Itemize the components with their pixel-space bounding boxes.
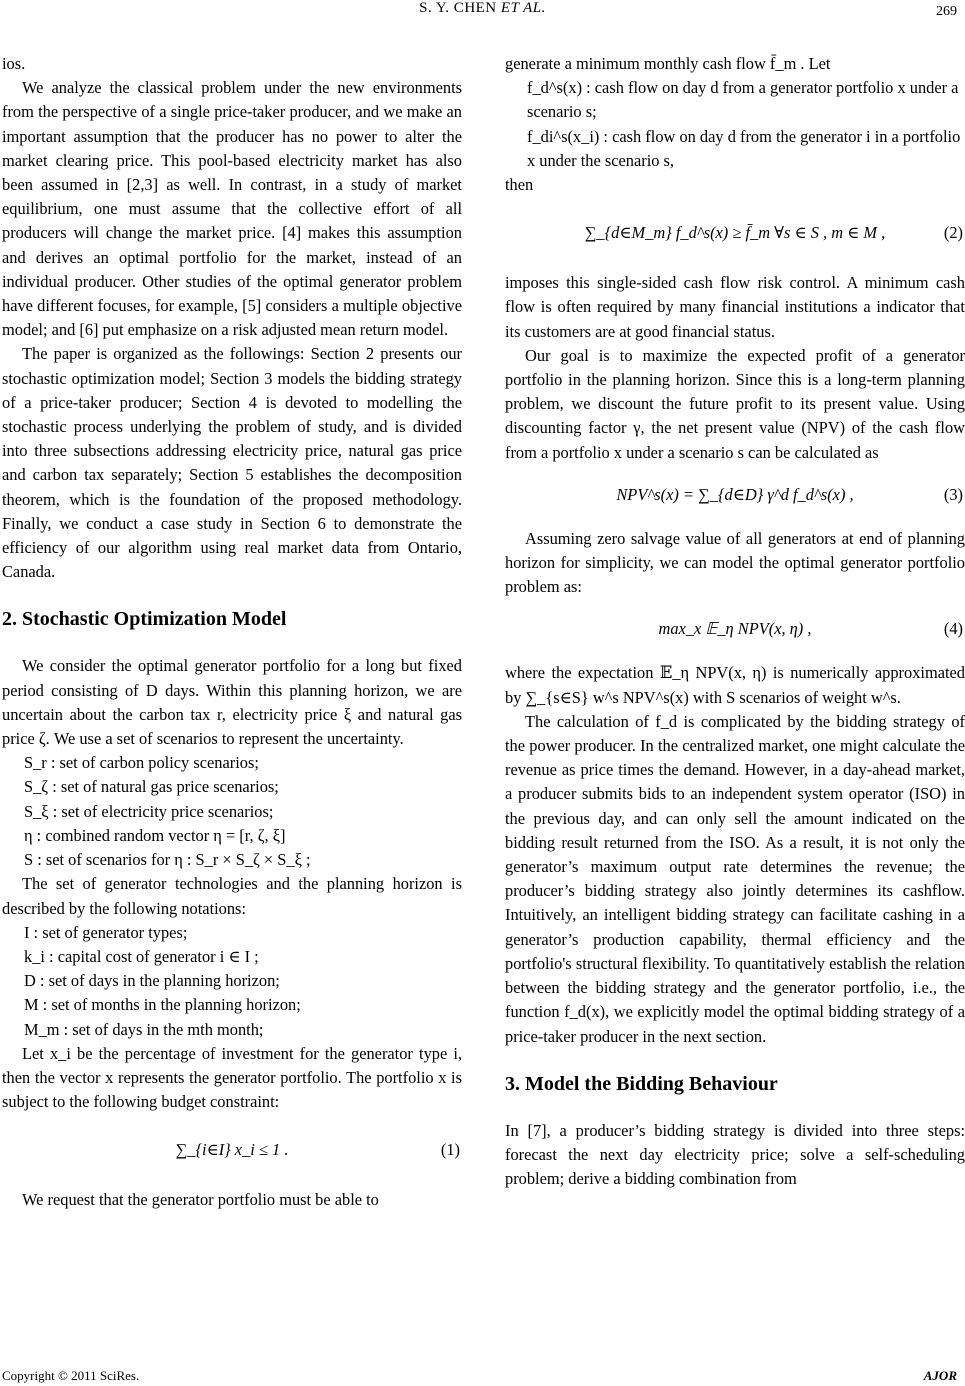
- paragraph: The paper is organized as the followings: Section 2 presents our stochastic optimization model; Section 3 models the bidding strategy of a price-taker producer; Section 4 is devoted to modelling the stochastic process underlying the problem of study, and is divided into three subsections addressing electricity price, natural gas price and carbon tax separately; Section 5 establishes the decomposition theorem, which is the foundation of the proposed methodology. Finally, we conduct a case study in Section 6 to demonstrate the efficiency of our algorithm using real market data from Ontario, Canada.: [2, 344, 462, 582]
- equation-number: (2): [943, 223, 963, 243]
- definition-item: I : set of generator types;: [24, 922, 188, 942]
- copyright: Copyright © 2011 SciRes.: [2, 1368, 140, 1383]
- definition-item: M_m : set of days in the mth month;: [24, 1019, 264, 1039]
- section-heading: 3. Model the Bidding Behaviour: [505, 1072, 778, 1095]
- definition-item: S : set of scenarios for η : S_r × S_ζ × S_ξ ;: [24, 850, 311, 870]
- equation-3: [505, 475, 965, 517]
- definition-item: S_ξ : set of electricity price scenarios;: [24, 801, 274, 821]
- left-column: [2, 52, 462, 1213]
- paragraph: We request that the generator portfolio must be able to: [22, 1190, 379, 1210]
- paragraph: We consider the optimal generator portfolio for a long but fixed period consisting of D days. Within this planning horizon, we are uncertain about the carbon tax r, electricity price ξ and natural gas price ζ. We use a set of scenarios to represent the uncertainty.: [2, 656, 462, 749]
- paragraph: The set of generator technologies and the planning horizon is described by the following notations:: [2, 874, 462, 918]
- page-number: 269: [936, 4, 957, 19]
- equation-1: [2, 1124, 462, 1178]
- paragraph: imposes this single-sided cash flow risk control. A minimum cash flow is often required by many financial institutions a indicator that its customers are at good financial status.: [505, 273, 965, 341]
- paragraph: then: [505, 175, 534, 195]
- running-head: [0, 0, 965, 17]
- paragraph: We analyze the classical problem under the new environments from the perspective of a single price-taker producer, and we make an important assumption that the producer has no power to alter the market clearing price. This pool-based electricity market has also been assumed in [2,3] as well. In contrast, in a study of market equilibrium, one must assume that the collective effort of all producers will change the market price. [4] makes this assumption and derives an optimal portfolio for the market, instead of an individual producer. Other studies of the optimal generator problem have different focuses, for example, [5] considers a multiple objective model; and [6] put emphasize on a risk adjusted mean return model.: [2, 78, 462, 340]
- definition-list: [2, 751, 462, 872]
- equation-body: NPV^s(x) = ∑_{d∈D} γ^d f_d^s(x) ,: [616, 484, 854, 504]
- paragraph: Our goal is to maximize the expected profit of a generator portfolio in the planning horizon. Since this is a long-term planning problem, we discount the future profit to its present value. Using discounting factor γ, the net present value (NPV) of the cash flow from a portfolio x under a scenario s can be calculated as: [505, 345, 965, 462]
- equation-number: (4): [943, 619, 963, 639]
- right-column: [505, 52, 965, 1191]
- journal-name: AJOR: [923, 1368, 957, 1383]
- definition-item: η : combined random vector η = [r, ζ, ξ]: [24, 825, 286, 845]
- paragraph: generate a minimum monthly cash flow f̄_m . Let: [505, 54, 831, 73]
- equation-body: ∑_{d∈M_m} f_d^s(x) ≥ f̄_m ∀s ∈ S , m ∈ M ,: [584, 223, 886, 243]
- equation-4: [505, 609, 965, 651]
- definition-item: k_i : capital cost of generator i ∈ I ;: [24, 946, 259, 966]
- definition-item: D : set of days in the planning horizon;: [24, 971, 280, 991]
- equation-2: [505, 207, 965, 261]
- definition-item: f_d^s(x) : cash flow on day d from a generator portfolio x under a scenario s;: [527, 78, 959, 122]
- paragraph: where the expectation 𝔼_η NPV(x, η) is numerically approximated by ∑_{s∈S} w^s NPV^s(x) with S scenarios of weight w^s.: [505, 663, 965, 707]
- definition-item: f_di^s(x_i) : cash flow on day d from the generator i in a portfolio x under the scenario s,: [527, 126, 961, 170]
- running-head-authors: S. Y. CHEN: [419, 0, 497, 16]
- running-head-etal: ET AL.: [500, 0, 546, 16]
- definition-item: S_ζ : set of natural gas price scenarios;: [24, 777, 279, 797]
- definition-list: [505, 76, 965, 173]
- section-heading: 2. Stochastic Optimization Model: [2, 608, 287, 631]
- equation-number: (1): [440, 1140, 460, 1160]
- paragraph: Assuming zero salvage value of all generators at end of planning horizon for simplicity, we can model the optimal generator portfolio problem as:: [505, 528, 965, 597]
- definition-item: S_r : set of carbon policy scenarios;: [24, 753, 259, 773]
- page-header: [0, 0, 965, 22]
- paragraph: ios.: [2, 54, 26, 73]
- paragraph: Let x_i be the percentage of investment for the generator type i, then the vector x represents the generator portfolio. The portfolio x is subject to the following budget constraint:: [2, 1043, 462, 1112]
- equation-number: (3): [943, 484, 963, 504]
- page-footer: [0, 1368, 965, 1386]
- definition-item: M : set of months in the planning horizon;: [24, 995, 301, 1015]
- equation-body: ∑_{i∈I} x_i ≤ 1 .: [175, 1140, 289, 1160]
- paragraph: In [7], a producer’s bidding strategy is divided into three steps: forecast the next day electricity price; solve a self-scheduling problem; derive a bidding combination from: [505, 1120, 965, 1189]
- equation-body: max_x 𝔼_η NPV(x, η) ,: [658, 619, 812, 639]
- paragraph: The calculation of f_d is complicated by the bidding strategy of the power producer. In the centralized market, one might calculate the revenue as price times the demand. However, in a day-ahead market, a producer submits bids to an independent system operator (ISO) in the previous day, and can only sell the amount indicated on the bidding result returned from the ISO. As a result, it is not only the generator’s maximum output rate determines the revenue; the producer’s bidding strategy also jointly determines its cashflow. Intuitively, an intelligent bidding strategy can facilitate cashing in a generator’s production capability, thermal efficiency and the portfolio's structural flexibility. To quantitatively establish the relation between the bidding strategy and the generator portfolio, i.e., the function f_d(x), we explicitly model the optimal bidding strategy of a price-taker producer in the next section.: [505, 711, 965, 1046]
- definition-list: [2, 921, 462, 1042]
